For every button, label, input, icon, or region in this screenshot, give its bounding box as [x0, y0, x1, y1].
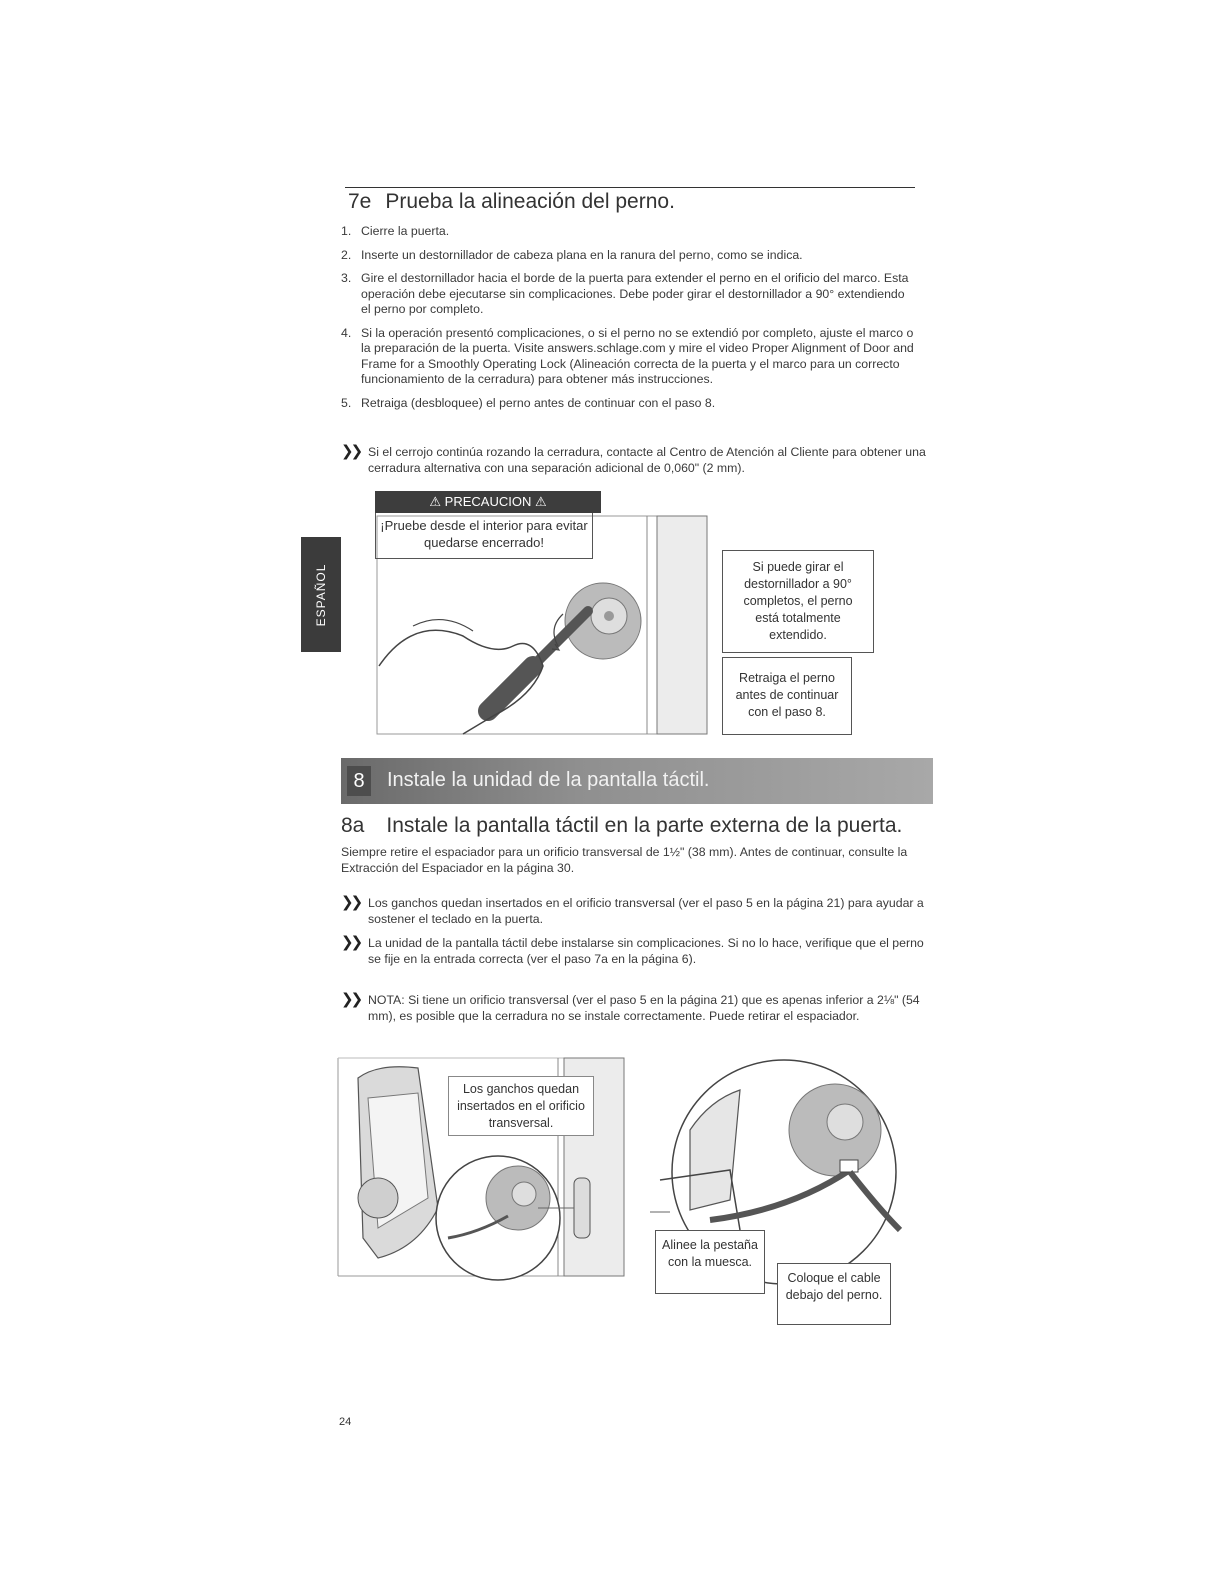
caution-bar: [375, 491, 601, 513]
step-number: 4.: [341, 325, 352, 340]
page-number: 24: [339, 1416, 352, 1428]
step-text: Cierre la puerta.: [361, 224, 450, 238]
step-item: [341, 248, 916, 264]
callout-retract-bolt: [722, 657, 852, 735]
step-text: Si la operación presentó complicaciones, o si el perno no se extendió por completo, ajuste el marco o la preparación de la puerta. Visite answers.schlage.com y mire el video Proper Alignment of Door and Frame for a Smoothly Operating Lock (Alineación correcta de la puerta y el marco para un correcto funcionamiento de la cerradura) para obtener más instrucciones.: [361, 325, 914, 386]
note-7e-text: Si el cerrojo continúa rozando la cerradura, contacte al Centro de Atención al Cliente para obtener una cerradura alternativa con una separación adicional de 0,060" (2 mm).: [368, 445, 926, 475]
section-8-banner: [341, 758, 933, 804]
section-8-title: Instale la unidad de la pantalla táctil.: [387, 769, 710, 791]
section-8-number: 8: [347, 766, 371, 796]
warning-icon: ⚠: [534, 494, 547, 509]
step-item: [341, 326, 916, 388]
section-8a-title: Instale la pantalla táctil en la parte externa de la puerta.: [386, 814, 903, 837]
note-8a-install-text: La unidad de la pantalla táctil debe instalarse sin complicaciones. Si no lo hace, verifique que el perno se fije en la entrada correcta (ver el paso 7a en la página 6).: [368, 936, 924, 966]
step-number: 3.: [341, 271, 352, 285]
step-number: 2.: [341, 247, 352, 262]
step-item: [341, 271, 916, 318]
step-item: [341, 396, 916, 412]
warning-icon: ⚠: [429, 494, 442, 509]
callout-retract-bolt-text: Retraiga el perno antes de continuar con el paso 8.: [735, 671, 839, 719]
callout-hooks-text: Los ganchos quedan insertados en el orificio transversal.: [457, 1082, 585, 1130]
section-7e-title: Prueba la alineación del perno.: [385, 190, 675, 213]
section-8a-intro: Siempre retire el espaciador para un orificio transversal de 1½" (38 mm). Antes de continuar, consulte la Extracción del Espaciador en la página 30.: [341, 845, 908, 875]
caution-label: PRECAUCION: [444, 494, 532, 509]
step-text: Retraiga (desbloquee) el perno antes de continuar con el paso 8.: [361, 395, 716, 410]
chevron-right-icon: ❯❯: [341, 991, 361, 1008]
callout-tab: [655, 1230, 765, 1294]
step-number: 1.: [341, 224, 352, 238]
note-8a-spacer: [341, 993, 943, 1024]
callout-cable-text: Coloque el cable debajo del perno.: [785, 1271, 883, 1302]
chevron-right-icon: ❯❯: [341, 894, 361, 911]
caution-box: [375, 513, 593, 559]
step-item: [341, 224, 916, 240]
language-side-tab-label: ESPAÑOL: [314, 563, 328, 626]
section-rule: [345, 187, 915, 188]
caution-text: ¡Pruebe desde el interior para evitar quedarse encerrado!: [380, 518, 588, 550]
callout-bolt-extended-text: Si puede girar el destornillador a 90° completos, el perno está totalmente extendido.: [743, 560, 853, 642]
note-7e: [341, 445, 928, 476]
note-8a-hooks: [341, 896, 928, 927]
note-8a-spacer-text: NOTA: Si tiene un orificio transversal (ver el paso 5 en la página 21) que es apenas inferior a 2⅛" (54 mm), es posible que la cerradura no se instale correctamente. Puede retirar el espaciador.: [368, 993, 920, 1023]
callout-tab-text: Alinee la pestaña con la muesca.: [662, 1238, 758, 1269]
note-8a-hooks-text: Los ganchos quedan insertados en el orificio transversal (ver el paso 5 en la página 21) para ayudar a sostener el teclado en la puerta.: [368, 896, 924, 926]
chevron-right-icon: ❯❯: [341, 443, 361, 460]
callout-cable: [777, 1263, 891, 1325]
section-7e-heading: [348, 190, 675, 214]
callout-hooks: [448, 1076, 594, 1136]
step-number: 5.: [341, 395, 352, 410]
note-8a-install: [341, 936, 928, 967]
section-8a-heading: [341, 814, 902, 838]
chevron-right-icon: ❯❯: [341, 934, 361, 951]
callout-bolt-extended: [722, 550, 874, 653]
step-text: Inserte un destornillador de cabeza plana en la ranura del perno, como se indica.: [361, 247, 803, 262]
section-8a-number: 8a: [341, 814, 365, 837]
language-side-tab: [301, 537, 341, 652]
section-7e-number: 7e: [348, 190, 372, 213]
step-text: Gire el destornillador hacia el borde de la puerta para extender el perno en el orificio del marco. Esta operación debe ejecutarse sin complicaciones. Debe poder girar el destornillador a 90° extendiendo el perno por completo.: [361, 271, 909, 316]
section-7e-steps: [341, 224, 916, 419]
